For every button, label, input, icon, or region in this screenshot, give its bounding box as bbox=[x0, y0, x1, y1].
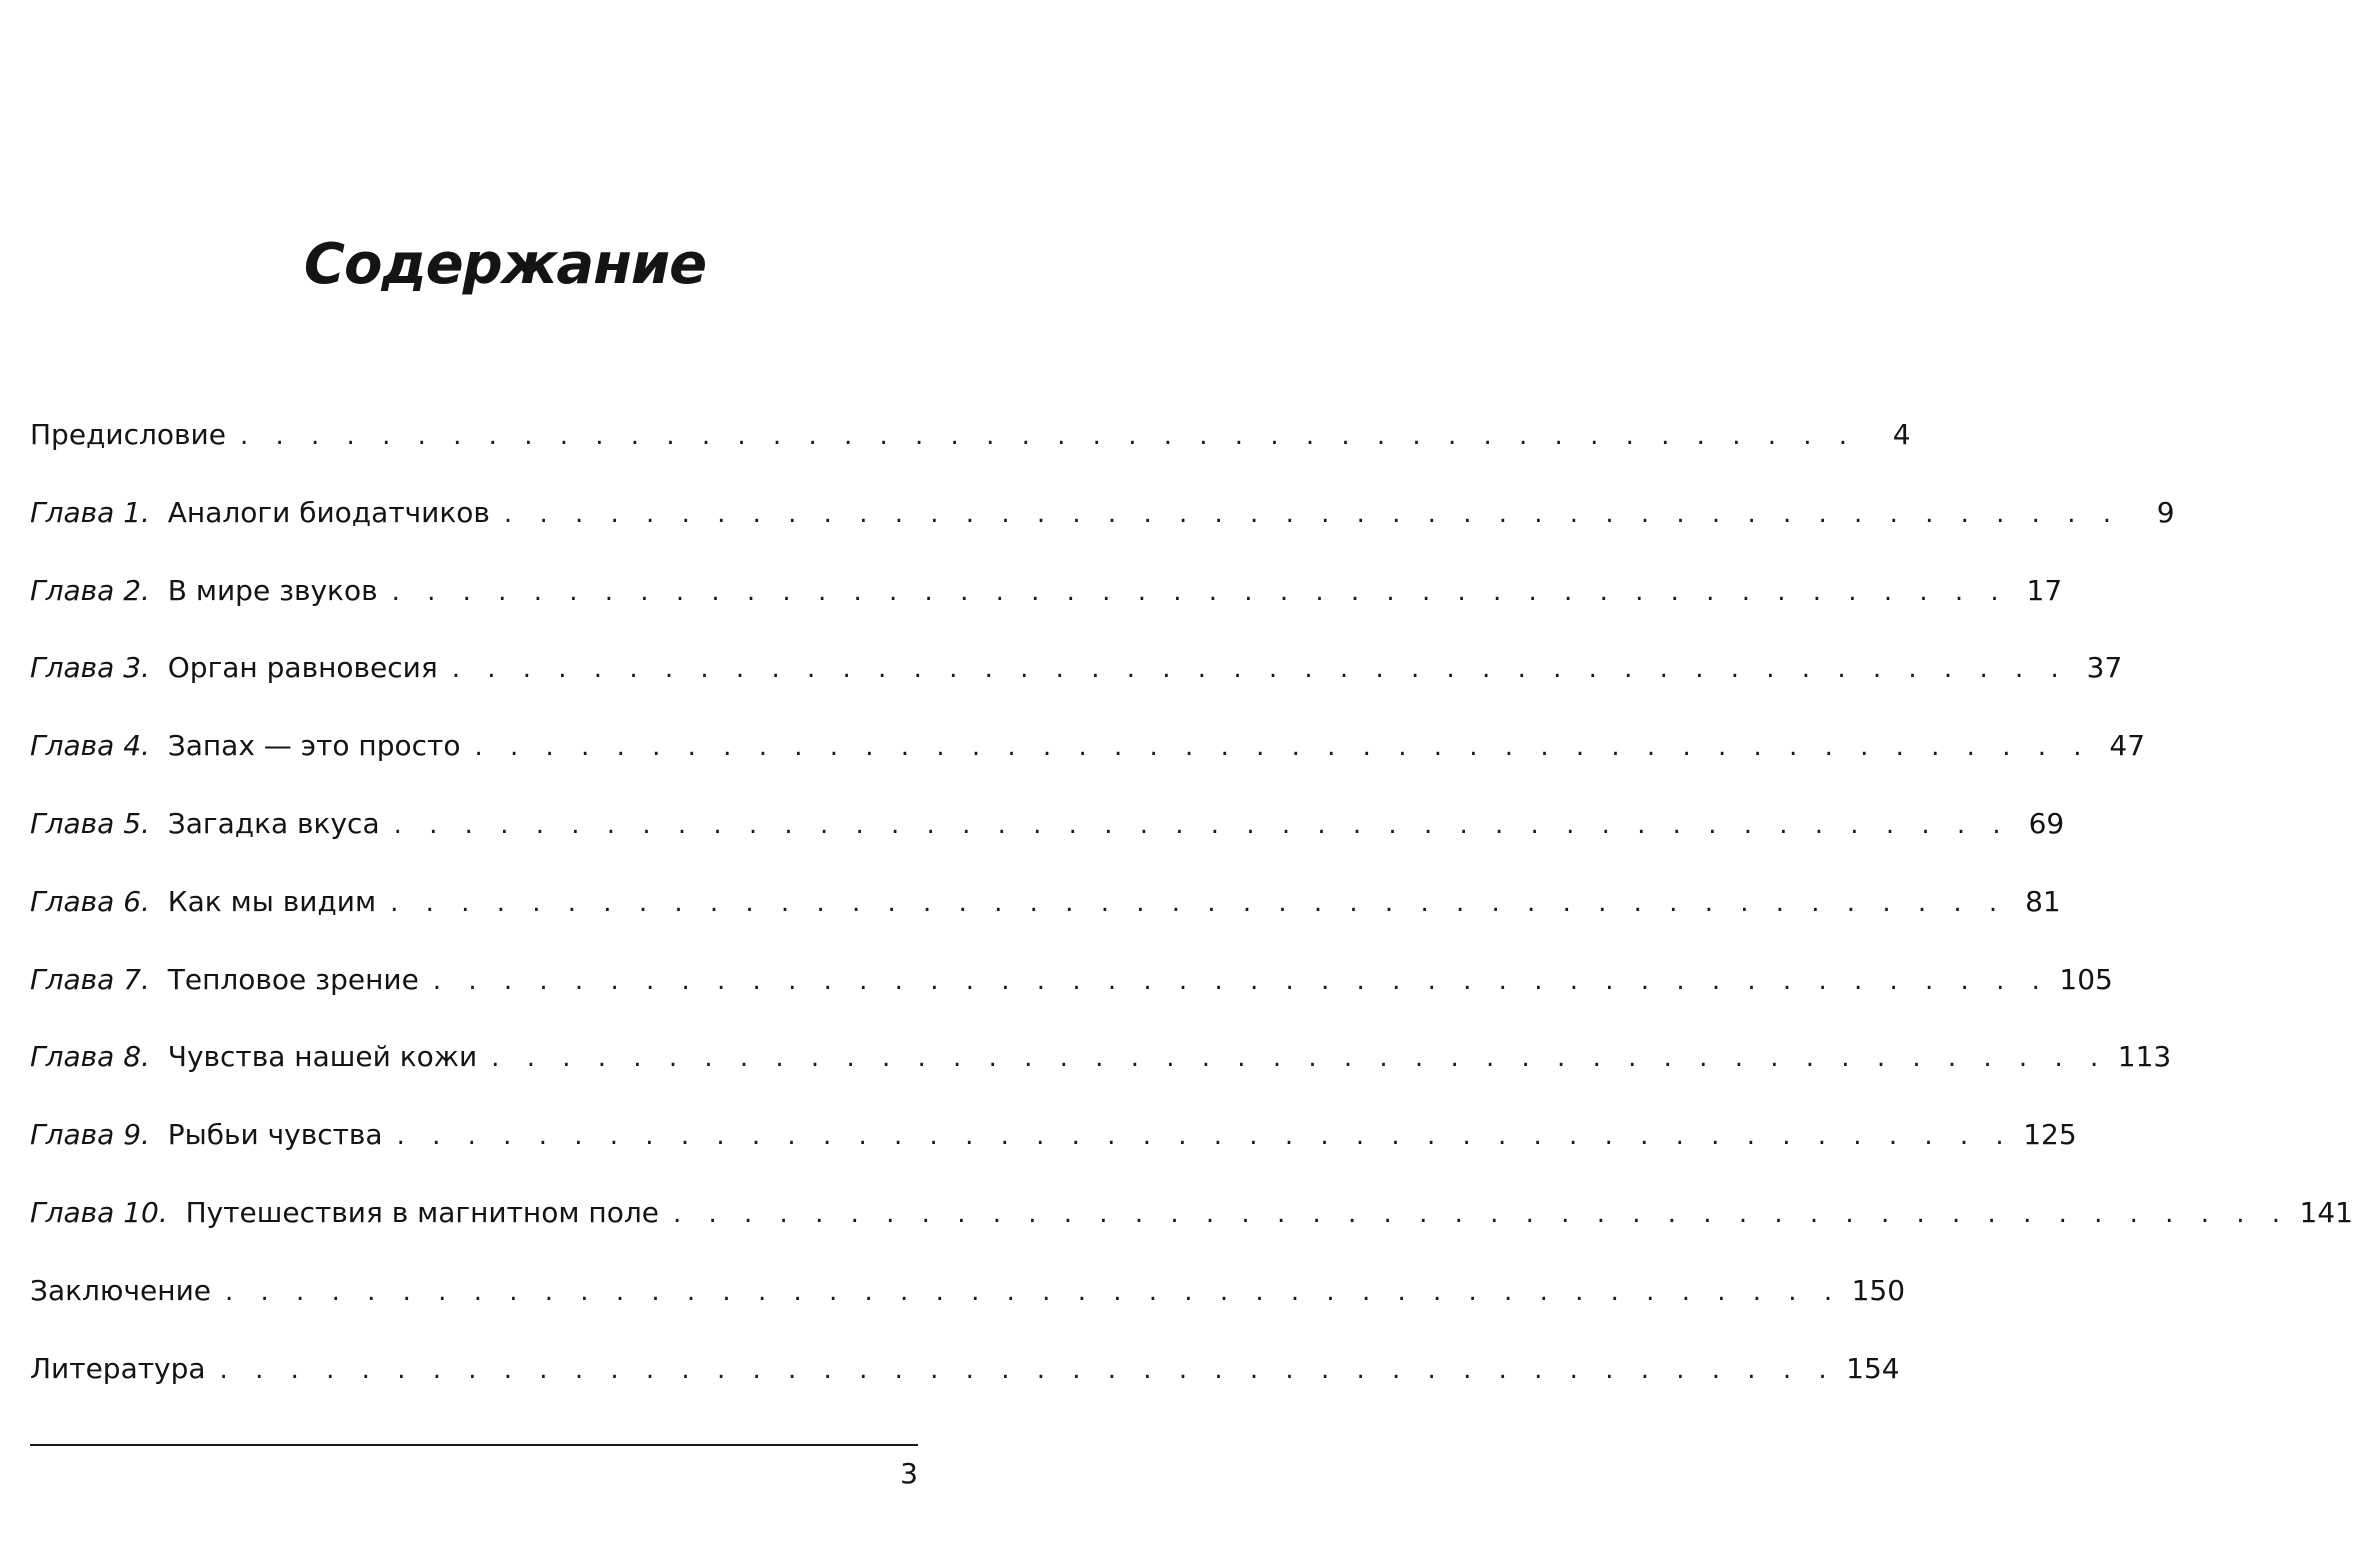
dot-leader: . . . . . . . . . . . . . . . . . . . . . . . . . . . . . . . . . . . . . . . . . . . . . . bbox=[393, 809, 2011, 840]
toc-entry-chapter-7 bbox=[30, 962, 2113, 1041]
toc-page-number: 105 bbox=[2059, 962, 2113, 996]
toc-chapter-label: Глава 8. bbox=[30, 1040, 150, 1074]
toc-entry-title: Заключение bbox=[30, 1273, 211, 1307]
toc-entry-chapter-8 bbox=[30, 1040, 2172, 1118]
toc-chapter-label: Глава 4. bbox=[30, 729, 150, 763]
toc-entry-chapter-1 bbox=[30, 495, 2175, 574]
footer-rule bbox=[30, 1444, 918, 1446]
dot-leader: . . . . . . . . . . . . . . . . . . . . . . . . . . . . . . . . . . . . . . . . . . . . . . bbox=[391, 576, 2009, 607]
toc-page-number: 81 bbox=[2025, 884, 2061, 918]
toc-page-number: 47 bbox=[2109, 729, 2146, 763]
toc-entry-title: Рыбьи чувства bbox=[167, 1118, 383, 1152]
toc-entry-conclusion bbox=[30, 1273, 1906, 1352]
toc-entry-title: Чувства нашей кожи bbox=[167, 1040, 478, 1074]
toc-page-number: 37 bbox=[2086, 651, 2123, 685]
toc-page-number: 9 bbox=[2156, 495, 2175, 529]
toc-entry-chapter-2 bbox=[30, 573, 2063, 652]
toc-entry-chapter-5 bbox=[30, 806, 2065, 885]
toc-chapter-label: Глава 3. bbox=[30, 651, 150, 685]
dot-leader: . . . . . . . . . . . . . . . . . . . . . . . . . . . . . . . . . . . . . . . . . . . . . . bbox=[672, 1198, 2290, 1229]
toc-page-number: 69 bbox=[2028, 806, 2065, 840]
toc-entry-title: Литература bbox=[30, 1351, 206, 1385]
toc-chapter-label: Глава 5. bbox=[30, 806, 150, 840]
dot-leader: . . . . . . . . . . . . . . . . . . . . . . . . . . . . . . . . . . . . . . . . . . . . . . bbox=[474, 732, 2092, 763]
dot-leader: . . . . . . . . . . . . . . . . . . . . . . . . . . . . . . . . . . . . . . . . . . . . . . bbox=[432, 965, 2050, 996]
toc-entry-chapter-6 bbox=[30, 884, 2061, 963]
toc-chapter-label: Глава 9. bbox=[30, 1118, 150, 1152]
dot-leader: . . . . . . . . . . . . . . . . . . . . . . . . . . . . . . . . . . . . . . . . . . . . . . bbox=[239, 421, 1857, 451]
toc-entry-title: Как мы видим bbox=[167, 884, 377, 918]
dot-leader: . . . . . . . . . . . . . . . . . . . . . . . . . . . . . . . . . . . . . . . . . . . . . . bbox=[396, 1121, 2014, 1152]
toc-chapter-label: Глава 6. bbox=[30, 884, 150, 918]
toc-entry-title: Орган равновесия bbox=[167, 651, 438, 685]
toc-entry-title: Запах — это просто bbox=[167, 729, 461, 763]
toc-entry-chapter-4 bbox=[30, 729, 2146, 807]
table-of-contents bbox=[30, 418, 2353, 1429]
toc-entry-chapter-10 bbox=[30, 1195, 2353, 1274]
toc-page-number: 154 bbox=[1846, 1351, 1900, 1385]
toc-chapter-label: Глава 1. bbox=[30, 495, 150, 529]
toc-entry-title: В мире звуков bbox=[167, 573, 378, 607]
page-number: 3 bbox=[900, 1457, 918, 1490]
page-title: Содержание bbox=[303, 232, 707, 297]
toc-entry-title: Загадка вкуса bbox=[167, 806, 380, 840]
toc-page-number: 150 bbox=[1851, 1273, 1906, 1307]
toc-page-number: 141 bbox=[2299, 1195, 2353, 1229]
toc-chapter-label: Глава 2. bbox=[30, 573, 150, 607]
toc-chapter-label: Глава 7. bbox=[30, 962, 150, 996]
toc-entry-chapter-3 bbox=[30, 651, 2123, 729]
toc-entry-preface bbox=[30, 418, 1911, 496]
toc-page-number: 113 bbox=[2117, 1040, 2172, 1074]
dot-leader: . . . . . . . . . . . . . . . . . . . . . . . . . . . . . . . . . . . . . . . . . . . . . . bbox=[390, 887, 2007, 918]
toc-entry-chapter-9 bbox=[30, 1118, 2077, 1196]
toc-entry-title: Тепловое зрение bbox=[167, 962, 419, 996]
dot-leader: . . . . . . . . . . . . . . . . . . . . . . . . . . . . . . . . . . . . . . . . . . . . . . bbox=[451, 654, 2069, 685]
dot-leader: . . . . . . . . . . . . . . . . . . . . . . . . . . . . . . . . . . . . . . . . . . . . . . bbox=[491, 1043, 2108, 1074]
toc-page-number: 4 bbox=[1892, 418, 1911, 451]
toc-entry-title: Предисловие bbox=[30, 418, 226, 451]
toc-chapter-label: Глава 10. bbox=[30, 1195, 168, 1229]
dot-leader: . . . . . . . . . . . . . . . . . . . . . . . . . . . . . . . . . . . . . . . . . . . . . . bbox=[225, 1276, 1842, 1307]
toc-entry-title: Путешествия в магнитном поле bbox=[185, 1195, 659, 1229]
toc-page-number: 125 bbox=[2023, 1118, 2077, 1152]
toc-entry-title: Аналоги биодатчиков bbox=[167, 495, 490, 529]
dot-leader: . . . . . . . . . . . . . . . . . . . . . . . . . . . . . . . . . . . . . . . . . . . . . . bbox=[503, 498, 2121, 529]
toc-entry-literature bbox=[30, 1351, 1900, 1430]
dot-leader: . . . . . . . . . . . . . . . . . . . . . . . . . . . . . . . . . . . . . . . . . . . . . . bbox=[219, 1354, 1837, 1385]
toc-page-number: 17 bbox=[2026, 573, 2063, 607]
